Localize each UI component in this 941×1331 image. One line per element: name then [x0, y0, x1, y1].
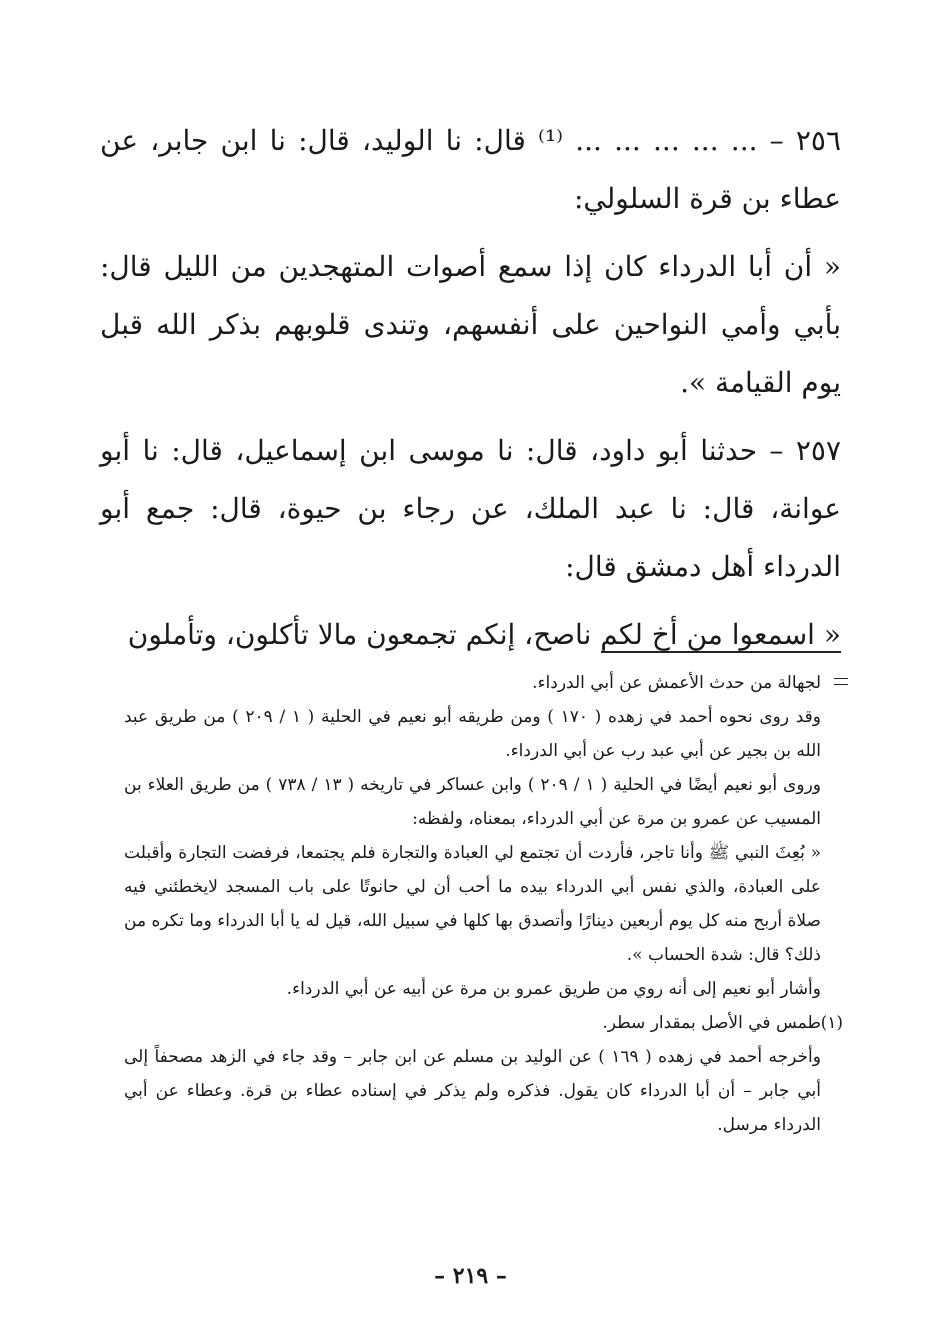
hadith-257: ٢٥٧ – حدثنا أبو داود، قال: نا موسى ابن إسماعيل، قال: نا أبو عوانة، قال: نا عبد الملك، عن رجاء بن حيوة، قال: جمع أبو الدرداء أهل دمشق قال:	[100, 434, 841, 583]
footnote-line: وأخرجه أحمد في زهده ( ١٦٩ ) عن الوليد بن مسلم عن ابن جابر – وقد جاء في الزهد مصحفاً إلى أبي جابر – أن أبا الدرداء كان يقول. فذكره ولم يذكر في إسناده عطاء بن قرة. وعطاء عن أبي الدرداء مرسل.	[124, 1047, 821, 1135]
footnote-line: طمس في الأصل بمقدار سطر.	[602, 1013, 821, 1033]
footnote-line: وروى أبو نعيم أيضًا في الحلية ( ١ / ٢٠٩ ) وابن عساكر في تاريخه ( ١٣ / ٧٣٨ ) من طريق العلاء بن المسيب عن عمرو بن مرة عن أبي الدرداء، بمعناه، ولفظه:	[124, 775, 821, 829]
quote-256: « أن أبا الدرداء كان إذا سمع أصوات المتهجدين من الليل قال: بأبي وأمي النواحين على أنفسهم، وتندى قلوبهم بذكر الله قبل يوم القيامة ».	[100, 250, 841, 399]
footnote-separator	[601, 651, 841, 653]
main-text	[100, 112, 841, 674]
page-number: – ٢١٩ –	[434, 1263, 507, 1289]
footnote-number: (١)	[820, 1013, 843, 1033]
footnote-line: وأشار أبو نعيم إلى أنه روي من طريق عمرو بن مرة عن أبيه عن أبي الدرداء.	[286, 979, 821, 999]
footnote-line: وقد روى نحوه أحمد في زهده ( ١٧٠ ) ومن طريقه أبو نعيم في الحلية ( ١ / ٢٠٩ ) من طريق عبد الله بن بجير عن أبي عبد رب عن أبي الدرداء.	[124, 707, 822, 761]
footnote-line: لجهالة من حدث الأعمش عن أبي الدرداء.	[532, 673, 821, 693]
footnote-continuation-mark	[834, 678, 848, 690]
footnote-1	[124, 1006, 843, 1142]
footnote-line: « بُعِثَ النبي ﷺ وأنا تاجر، فأردت أن تجتمع لي العبادة والتجارة فلم يجتمعا، فرفضت التجارة وأقبلت على العبادة، والذي نفس أبي الدرداء بيده ما أحب أن لي حانوتًا على باب المسجد لايخطئني فيه صلاة أربح منه كل يوم أربعين دينارًا وأتصدق بها كلها في سبيل الله، قيل له يا أبا الدرداء وما تكره من ذلك؟ قال: شدة الحساب ».	[124, 843, 821, 965]
footnotes	[124, 666, 843, 1142]
quote-257: « اسمعوا من أخ لكم ناصح، إنكم تجمعون مالا تأكلون، وتأملون	[127, 618, 841, 651]
hadith-256: ٢٥٦ – ... ... ... ... ... ⁽¹⁾ قال: نا الوليد، قال: نا ابن جابر، عن عطاء بن قرة السلولي:	[100, 124, 841, 215]
